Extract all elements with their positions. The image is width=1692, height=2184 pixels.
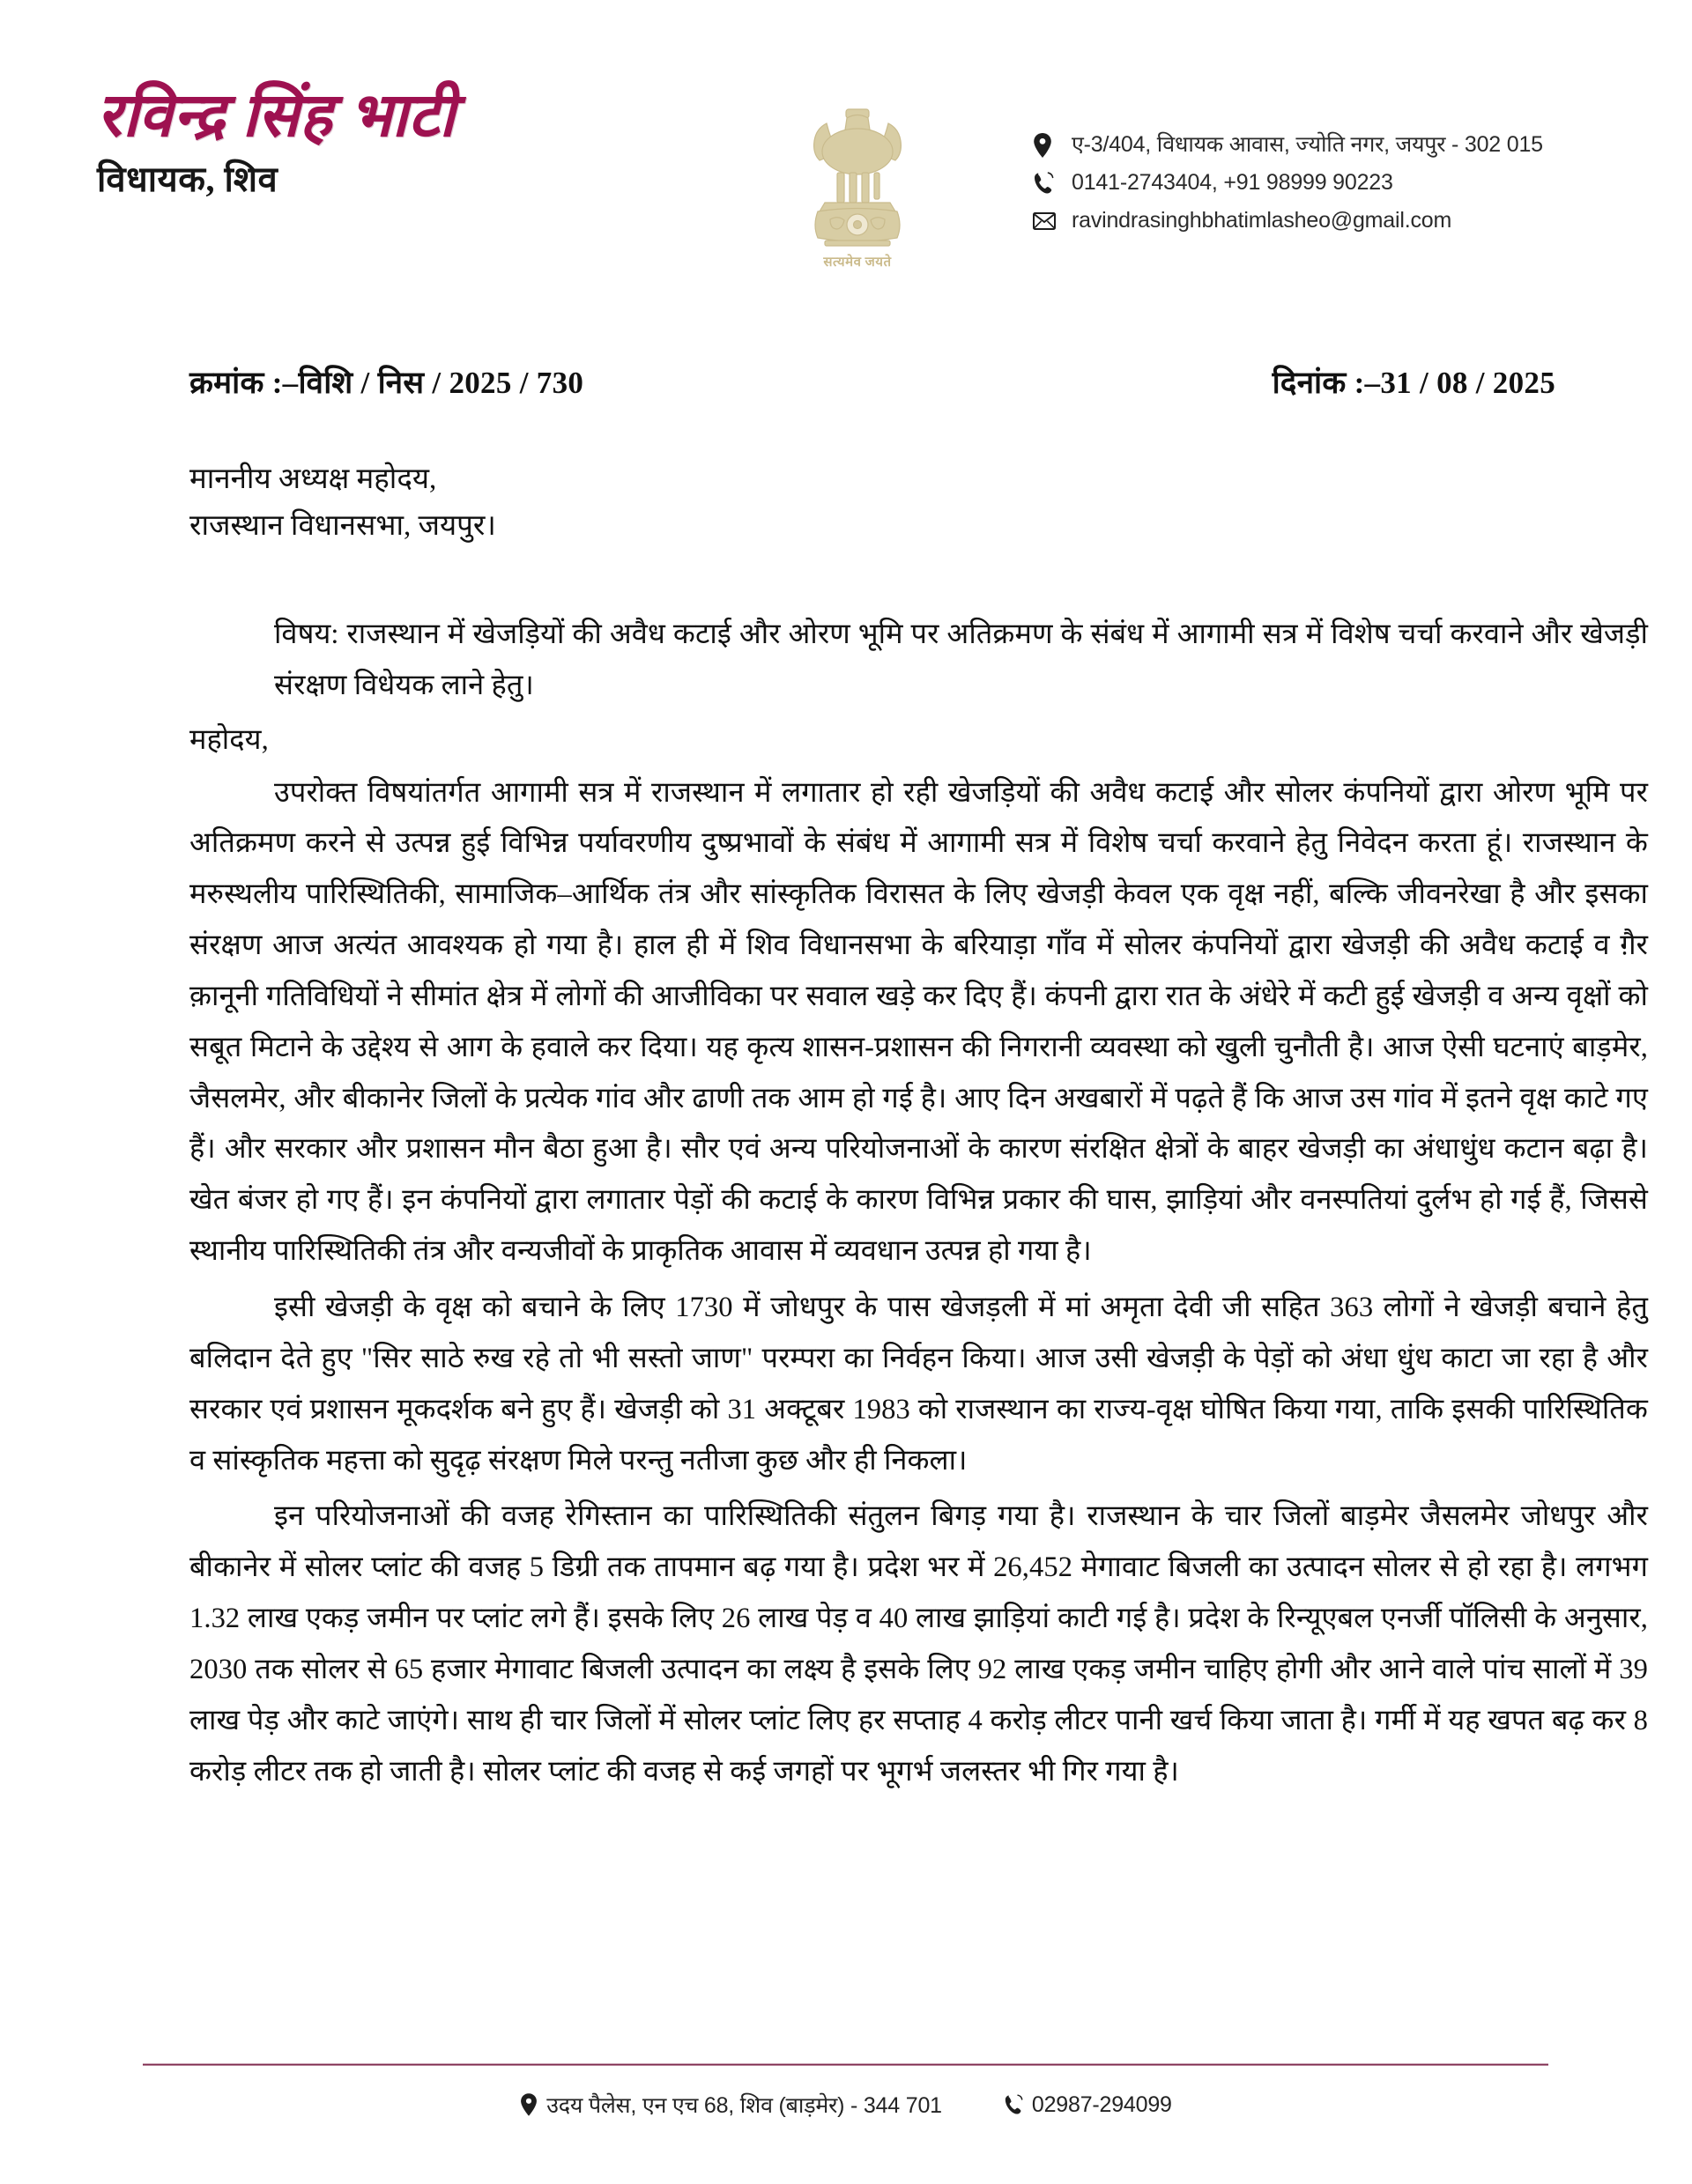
salutation: महोदय, bbox=[189, 723, 269, 756]
location-pin-icon bbox=[520, 2093, 538, 2116]
brand-block bbox=[97, 82, 643, 199]
emblem-motto: सत्यमेव जयते bbox=[823, 255, 892, 270]
mla-designation: विधायक, शिव bbox=[97, 159, 278, 199]
body-paragraph-3: इन परियोजनाओं की वजह रेगिस्तान का पारिस्थितिकी संतुलन बिगड़ गया है। राजस्थान के चार जिलों बाड़मेर जैसलमेर जोधपुर और बीकानेर में सोलर प्लांट की वजह 5 डिग्री तक तापमान बढ़ गया है। प्रदेश भर में 26,452 मेगावाट बिजली का उत्पादन सोलर से हो रहा है। लगभग 1.32 लाख एकड़ जमीन पर प्लांट लगे हैं। इसके लिए 26 लाख पेड़ व 40 लाख झाड़ियां काटी गई है। प्रदेश के रिन्यूएबल एनर्जी पॉलिसी के अनुसार, 2030 तक सोलर से 65 हजार मेगावाट बिजली उत्पादन का लक्ष्य है इसके लिए 92 लाख एकड़ जमीन चाहिए होगी और आने वाले पांच सालों में 39 लाख पेड़ और काटे जाएंगे। साथ ही चार जिलों में सोलर प्लांट लिए हर सप्ताह 4 करोड़ लीटर पानी खर्च किया जाता है। गर्मी में यह खपत बढ़ कर 8 करोड़ लीटर तक हो जाती है। सोलर प्लांट की वजह से कई जगहों पर भूगर्भ जलस्तर भी गिर गया है। bbox=[189, 1500, 1648, 1788]
letter-meta-row bbox=[189, 361, 1564, 403]
letter-date: दिनांक :–31 / 08 / 2025 bbox=[1272, 366, 1555, 400]
footer-divider bbox=[143, 2063, 1548, 2066]
footer-address-item bbox=[520, 2090, 942, 2120]
mla-name: रविन्द्र सिंह भाटी bbox=[97, 82, 456, 149]
footer-phone-item bbox=[1004, 2092, 1172, 2118]
header-contact-block bbox=[1033, 132, 1667, 246]
contact-address: ए-3/404, विधायक आवास, ज्योति नगर, जयपुर - 302 015 bbox=[1072, 132, 1543, 157]
phone-icon bbox=[1004, 2094, 1023, 2115]
addressee-line-1: माननीय अध्यक्ष महोदय, bbox=[189, 463, 437, 495]
contact-phone: 0141-2743404, +91 98999 90223 bbox=[1072, 170, 1393, 195]
contact-email-row bbox=[1033, 208, 1667, 234]
contact-address-row bbox=[1033, 132, 1667, 159]
location-pin-icon bbox=[1033, 132, 1063, 159]
body-paragraph-2: इसी खेजड़ी के वृक्ष को बचाने के लिए 1730 में जोधपुर के पास खेजड़ली में मां अमृता देवी जी सहित 363 लोगों ने खेजड़ी बचाने हेतु बलिदान देते हुए "सिर साठे रुख रहे तो भी सस्तो जाण" परम्परा का निर्वहन किया। आज उसी खेजड़ी के पेड़ों को अंधा धुंध काटा जा रहा है और सरकार एवं प्रशासन मूकदर्शक बने हुए हैं। खेजड़ी को 31 अक्टूबर 1983 को राजस्थान का राज्य-वृक्ष घोषित किया गया, ताकि इसकी पारिस्थितिक व सांस्कृतिक महत्ता को सुदृढ़ संरक्षण मिले परन्तु नतीजा कुछ और ही निकला। bbox=[189, 1291, 1648, 1477]
footer-address: उदय पैलेस, एन एच 68, शिव (बाड़मेर) - 344 701 bbox=[546, 2093, 942, 2118]
letter-body bbox=[189, 610, 1648, 1803]
subject-line: विषय: राजस्थान में खेजड़ियों की अवैध कटाई और ओरण भूमि पर अतिक्रमण के संबंध में आगामी सत्र में विशेष चर्चा करवाने और खेजड़ी संरक्षण विधेयक लाने हेतु। bbox=[274, 618, 1648, 701]
letterhead-header bbox=[0, 0, 1692, 291]
contact-phone-row bbox=[1033, 170, 1667, 196]
ashoka-lion-capital-emblem bbox=[774, 97, 941, 282]
body-paragraph-1: उपरोक्त विषयांतर्गत आगामी सत्र में राजस्थान में लगातार हो रही खेजड़ियों की अवैध कटाई और सोलर कंपनियों द्वारा ओरण भूमि पर अतिक्रमण करने से उत्पन्न हुई विभिन्न पर्यावरणीय दुष्प्रभावों के संबंध में आगामी सत्र में विशेष चर्चा करवाने हेतु निवेदन करता हूं। राजस्थान के मरुस्थलीय पारिस्थितिकी, सामाजिक–आर्थिक तंत्र और सांस्कृतिक विरासत के लिए खेजड़ी केवल एक वृक्ष नहीं, बल्कि जीवनरेखा है और इसका संरक्षण आज अत्यंत आवश्यक हो गया है। हाल ही में शिव विधानसभा के बरियाड़ा गाँव में सोलर कंपनियों द्वारा खेजड़ी की अवैध कटाई व ग़ैर क़ानूनी गतिविधियों ने सीमांत क्षेत्र में लोगों की आजीविका पर सवाल खड़े कर दिए हैं। कंपनी द्वारा रात के अंधेरे में कटी हुई खेजड़ी व अन्य वृक्षों को सबूत मिटाने के उद्देश्य से आग के हवाले कर दिया। यह कृत्य शासन-प्रशासन की निगरानी व्यवस्था को खुली चुनौती है। आज ऐसी घटनाएं बाड़मेर, जैसलमेर, और बीकानेर जिलों के प्रत्येक गांव और ढाणी तक आम हो गई है। आए दिन अखबारों में पढ़ते हैं कि आज उस गांव में इतने वृक्ष काटे गए हैं। और सरकार और प्रशासन मौन बैठा हुआ है। सौर एवं अन्य परियोजनाओं के कारण संरक्षित क्षेत्रों के बाहर खेजड़ी का अंधाधुंध कटान बढ़ा है। खेत बंजर हो गए हैं। इन कंपनियों द्वारा लगातार पेड़ों की कटाई के कारण विभिन्न प्रकार की घास, झाड़ियां और वनस्पतियां दुर्लभ हो गई हैं, जिससे स्थानीय पारिस्थितिकी तंत्र और वन्यजीवों के प्राकृतिक आवास में व्यवधान उत्पन्न हो गया है। bbox=[189, 776, 1649, 1268]
contact-email: ravindrasinghbhatimlasheo@gmail.com bbox=[1072, 208, 1452, 233]
letterhead-footer bbox=[0, 2090, 1692, 2120]
addressee-block bbox=[189, 456, 983, 551]
envelope-icon bbox=[1033, 208, 1063, 234]
footer-phone: 02987-294099 bbox=[1031, 2091, 1172, 2117]
addressee-line-2: राजस्थान विधानसभा, जयपुर। bbox=[189, 510, 496, 543]
phone-icon bbox=[1033, 170, 1063, 196]
reference-number: क्रमांक :–विशि / निस / 2025 / 730 bbox=[189, 366, 584, 400]
